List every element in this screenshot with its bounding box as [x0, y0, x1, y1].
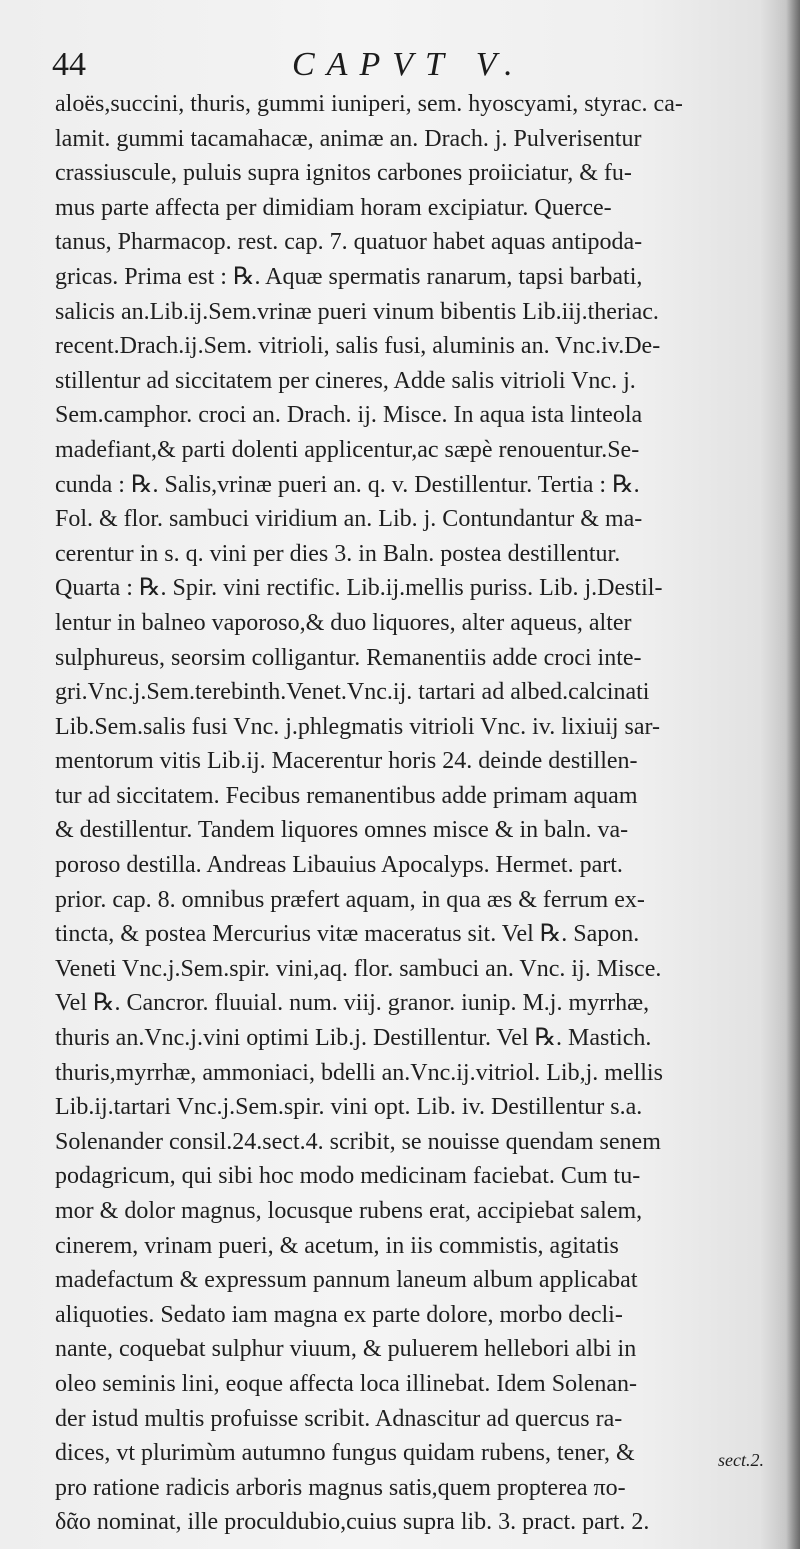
page-number: 44 [52, 46, 86, 83]
text-line: dices, vt plurimùm autumno fungus quidam rubens, tener, & [55, 1440, 635, 1467]
text-line: mus parte affecta per dimidiam horam excipiatur. Querce- [55, 194, 612, 221]
text-line: madefactum & expressum pannum laneum album applicabat [55, 1267, 638, 1294]
text-line: lentur in balneo vaporoso,& duo liquores, alter aqueus, alter [55, 609, 632, 636]
text-line: pro ratione radicis arboris magnus satis,quem propterea πο- [55, 1474, 626, 1501]
text-line: aliquoties. Sedato iam magna ex parte dolore, morbo decli- [55, 1301, 623, 1328]
text-line: lamit. gummi tacamahacæ, animæ an. Drach. j. Pulverisentur [55, 125, 642, 152]
text-line: cerentur in s. q. vini per dies 3. in Baln. postea destillentur. [55, 540, 621, 567]
text-line: tanus, Pharmacop. rest. cap. 7. quatuor habet aquas antipoda- [55, 229, 643, 256]
text-line: sulphureus, seorsim colligantur. Remanentiis adde croci inte- [55, 644, 642, 671]
text-line: salicis an.Lib.ij.Sem.vrinæ pueri vinum bibentis Lib.iij.theriac. [55, 298, 659, 325]
text-line: stillentur ad siccitatem per cineres, Adde salis vitrioli Vnc. j. [55, 367, 636, 394]
text-line: der istud multis profuisse scribit. Adnascitur ad quercus ra- [55, 1405, 623, 1432]
text-line: prior. cap. 8. omnibus præfert aquam, in qua æs & ferrum ex- [55, 886, 645, 913]
text-line: Sem.camphor. croci an. Drach. ij. Misce. In aqua ista linteola [55, 402, 643, 429]
text-line: δᾶο nominat, ille proculdubio,cuius supra lib. 3. pract. part. 2. [55, 1509, 650, 1536]
text-line: madefiant,& parti dolenti applicentur,ac sæpè renouentur.Se- [55, 436, 640, 463]
text-line: nante, coquebat sulphur viuum, & puluerem hellebori albi in [55, 1336, 637, 1363]
text-line: Solenander consil.24.sect.4. scribit, se nouisse quendam senem [55, 1128, 661, 1155]
text-line: oleo seminis lini, eoque affecta loca illinebat. Idem Solenan- [55, 1370, 638, 1397]
text-line: recent.Drach.ij.Sem. vitrioli, salis fusi, aluminis an. Vnc.iv.De- [55, 333, 661, 360]
text-line: mor & dolor magnus, locusque rubens erat, accipiebat salem, [55, 1198, 643, 1224]
text-line: gricas. Prima est : ℞. Aquæ spermatis ranarum, tapsi barbati, [55, 263, 643, 290]
text-line: crassiuscule, puluis supra ignitos carbones proiiciatur, & fu- [55, 160, 632, 187]
text-line: poroso destilla. Andreas Libauius Apocalyps. Hermet. part. [55, 852, 623, 879]
text-line: thuris an.Vnc.j.vini optimi Lib.j. Destillentur. Vel ℞. Mastich. [55, 1025, 652, 1052]
text-line: mentorum vitis Lib.ij. Macerentur horis 24. deinde destillen- [55, 748, 638, 775]
text-line: cinerem, vrinam pueri, & acetum, in iis commistis, agitatis [55, 1232, 619, 1259]
text-line: Vel ℞. Cancror. fluuial. num. viij. granor. iunip. M.j. myrrhæ, [55, 990, 650, 1017]
text-line: Fol. & flor. sambuci viridium an. Lib. j. Contundantur & ma- [55, 506, 643, 533]
text-line: Lib.ij.tartari Vnc.j.Sem.spir. vini opt. Lib. iv. Destillentur s.a. [55, 1094, 643, 1121]
text-line: podagricum, qui sibi hoc modo medicinam faciebat. Cum tu- [55, 1163, 641, 1190]
text-line: & destillentur. Tandem liquores omnes misce & in baln. va- [55, 817, 629, 844]
text-line: tur ad siccitatem. Fecibus remanentibus adde primam aquam [55, 782, 638, 809]
text-line: aloës,succini, thuris, gummi iuniperi, sem. hyoscyami, styrac. ca- [55, 91, 683, 117]
running-head: CAPVT V. [292, 46, 525, 83]
text-line: thuris,myrrhæ, ammoniaci, bdelli an.Vnc.ij.vitriol. Lib,j. mellis [55, 1059, 663, 1086]
text-line: gri.Vnc.j.Sem.terebinth.Venet.Vnc.ij. tartari ad albed.calcinati [55, 679, 650, 706]
text-line: tincta, & postea Mercurius vitæ maceratus sit. Vel ℞. Sapon. [55, 921, 640, 948]
page-header [0, 42, 800, 82]
page-gutter-shadow [786, 0, 800, 1549]
text-line: Veneti Vnc.j.Sem.spir. vini,aq. flor. sambuci an. Vnc. ij. Misce. [55, 955, 662, 982]
body-text [55, 87, 771, 1540]
text-line: cunda : ℞. Salis,vrinæ pueri an. q. v. Destillentur. Tertia : ℞. [55, 471, 640, 498]
text-line: Lib.Sem.salis fusi Vnc. j.phlegmatis vitrioli Vnc. iv. lixiuij sar- [55, 713, 661, 740]
text-line: Quarta : ℞. Spir. vini rectific. Lib.ij.mellis puriss. Lib. j.Destil- [55, 575, 663, 602]
catchword: sect.2. [718, 1450, 764, 1470]
